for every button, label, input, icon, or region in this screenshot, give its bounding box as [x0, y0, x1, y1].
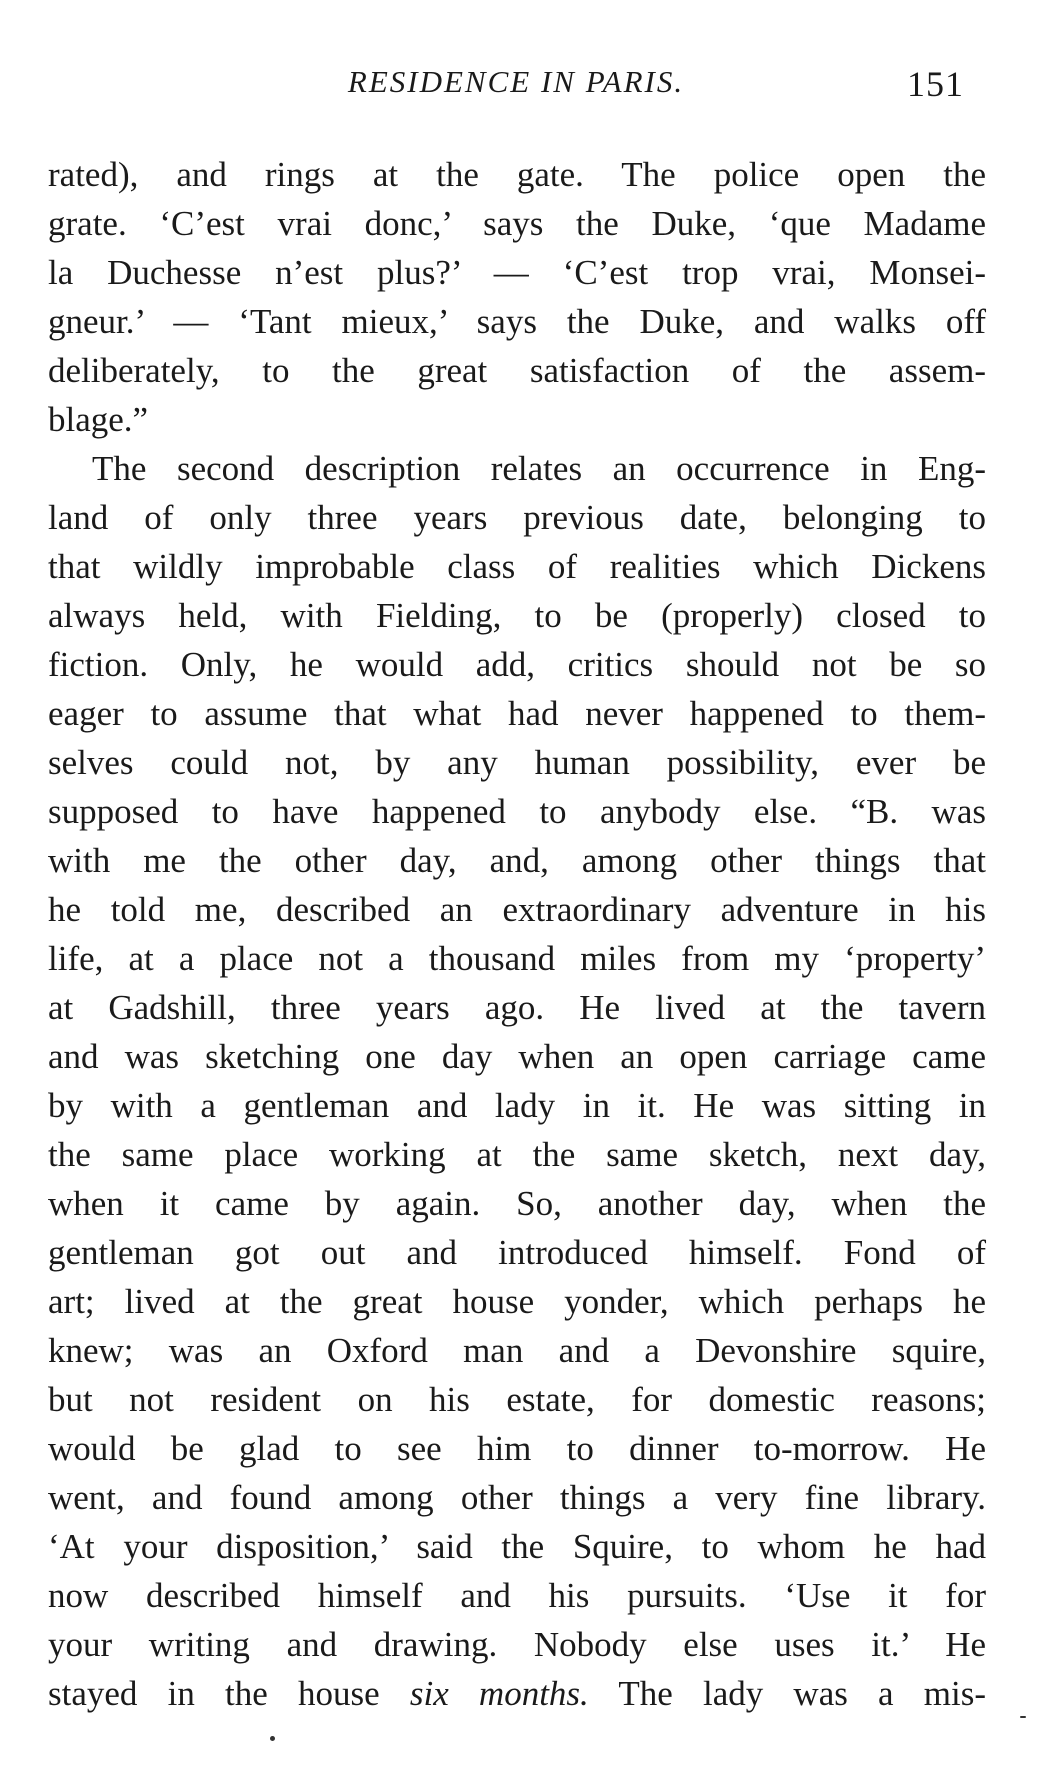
text-line: land of only three years previous date, belonging to [48, 498, 986, 537]
text-line: fiction. Only, he would add, critics should not be so [48, 645, 986, 684]
text-line: selves could not, by any human possibility, ever be [48, 743, 986, 782]
last-text-line [48, 1669, 986, 1718]
text-line: by with a gentleman and lady in it. He was sitting in [48, 1086, 986, 1125]
text-line: gentleman got out and introduced himself. Fond of [48, 1233, 986, 1272]
text-line: blage.” [48, 400, 149, 439]
text-line: would be glad to see him to dinner to-morrow. He [48, 1429, 986, 1468]
text-line: supposed to have happened to anybody else. “B. was [48, 792, 986, 831]
text-line: rated), and rings at the gate. The police open the [48, 155, 986, 194]
text-line: gneur.’ — ‘Tant mieux,’ says the Duke, and walks off [48, 302, 986, 341]
emphasis-six-months: six months. [409, 1674, 589, 1713]
text-line: la Duchesse n’est plus?’ — ‘C’est trop vrai, Monsei- [48, 253, 986, 292]
text-line: always held, with Fielding, to be (properly) closed to [48, 596, 986, 635]
text-line: your writing and drawing. Nobody else uses it.’ He [48, 1625, 986, 1664]
last-line-roman-end: The lady was a mis- [588, 1674, 987, 1713]
text-line: that wildly improbable class of realities which Dickens [48, 547, 986, 586]
page-number: 151 [907, 64, 964, 104]
text-line: the same place working at the same sketch, next day, [48, 1135, 986, 1174]
text-line: and was sketching one day when an open carriage came [48, 1037, 986, 1076]
text-line: he told me, described an extraordinary adventure in his [48, 890, 986, 929]
running-title: RESIDENCE IN PARIS. [347, 64, 685, 99]
text-line: grate. ‘C’est vrai donc,’ says the Duke, ‘que Madame [48, 204, 986, 243]
running-head [48, 62, 984, 112]
text-line: ‘At your disposition,’ said the Squire, to whom he had [48, 1527, 986, 1566]
text-line: life, at a place not a thousand miles from my ‘property’ [48, 939, 986, 978]
text-line: now described himself and his pursuits. ‘Use it for [48, 1576, 986, 1615]
last-line-roman-start: stayed in the house [48, 1674, 410, 1713]
text-line: went, and found among other things a very fine library. [48, 1478, 986, 1517]
ink-speck [270, 1736, 275, 1741]
text-line: when it came by again. So, another day, when the [48, 1184, 986, 1223]
text-line: knew; was an Oxford man and a Devonshire squire, [48, 1331, 986, 1370]
text-line: at Gadshill, three years ago. He lived at the tavern [48, 988, 986, 1027]
ink-speck [1020, 1716, 1026, 1718]
text-line: deliberately, to the great satisfaction of the assem- [48, 351, 986, 390]
text-line: but not resident on his estate, for domestic reasons; [48, 1380, 986, 1419]
body-text [48, 150, 986, 1718]
text-line: art; lived at the great house yonder, which perhaps he [48, 1282, 986, 1321]
paragraph-start-line: The second description relates an occurrence in Eng- [92, 449, 986, 488]
text-line: eager to assume that what had never happened to them- [48, 694, 986, 733]
text-line: with me the other day, and, among other things that [48, 841, 986, 880]
